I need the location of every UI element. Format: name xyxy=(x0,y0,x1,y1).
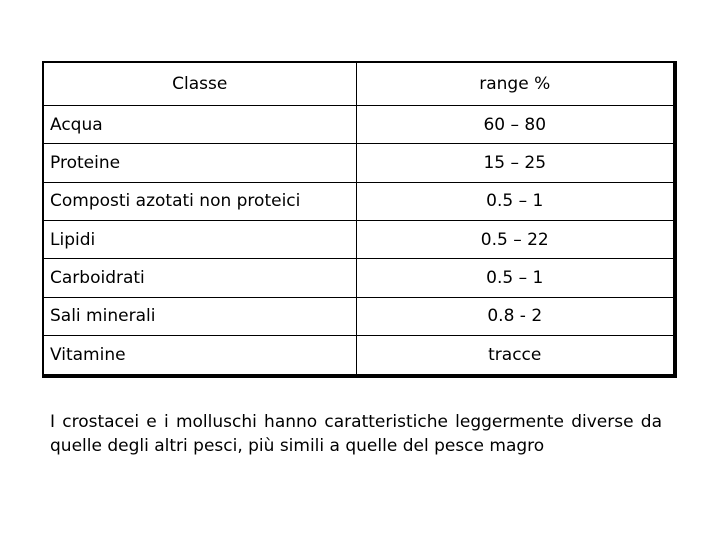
row-class-cell: Vitamine xyxy=(44,336,356,374)
row-range-cell: 0.8 - 2 xyxy=(356,297,673,335)
row-class-cell: Carboidrati xyxy=(44,259,356,297)
row-range-cell: 0.5 – 1 xyxy=(356,259,673,297)
row-range-cell: tracce xyxy=(356,336,673,374)
table-row xyxy=(44,220,673,258)
row-class-cell: Composti azotati non proteici xyxy=(44,182,356,220)
header-range: range % xyxy=(356,63,673,105)
table-header-row xyxy=(44,63,673,105)
row-range-cell: 60 – 80 xyxy=(356,105,673,143)
row-class-cell: Lipidi xyxy=(44,220,356,258)
note-paragraph: I crostacei e i molluschi hanno caratteristiche leggermente diverse da quelle degli altri pesci, più simili a quelle del pesce magro xyxy=(50,412,662,456)
header-class: Classe xyxy=(44,63,356,105)
row-range-cell: 15 – 25 xyxy=(356,144,673,182)
row-class-cell: Sali minerali xyxy=(44,297,356,335)
row-range-cell: 0.5 – 22 xyxy=(356,220,673,258)
composition-table xyxy=(44,63,673,374)
table-row xyxy=(44,336,673,374)
table-row xyxy=(44,105,673,143)
table-row xyxy=(44,144,673,182)
composition-table-frame xyxy=(42,61,677,378)
row-class-cell: Proteine xyxy=(44,144,356,182)
table-row xyxy=(44,297,673,335)
table-row xyxy=(44,259,673,297)
row-range-cell: 0.5 – 1 xyxy=(356,182,673,220)
row-class-cell: Acqua xyxy=(44,105,356,143)
table-row xyxy=(44,182,673,220)
